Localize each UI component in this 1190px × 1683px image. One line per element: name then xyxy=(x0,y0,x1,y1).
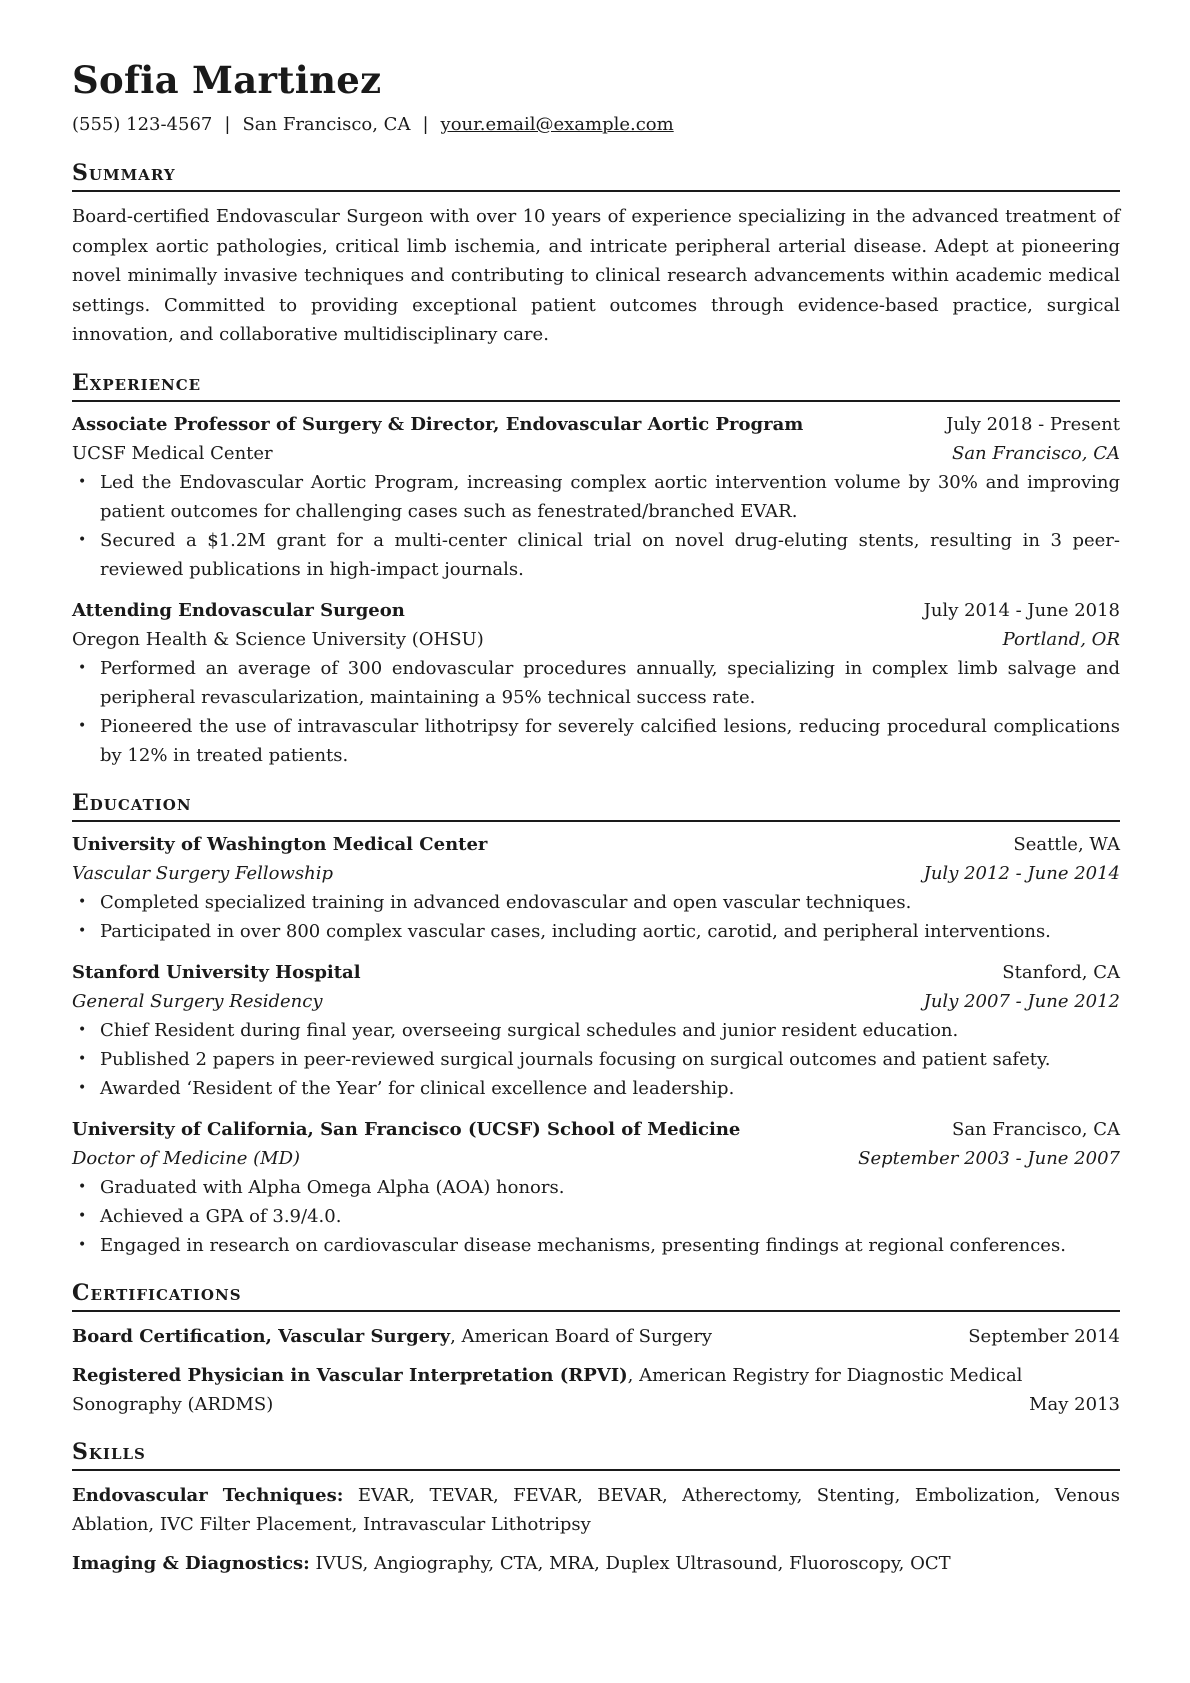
certification-entry xyxy=(72,1322,1120,1351)
contact-separator: | xyxy=(224,114,231,135)
contact-separator: | xyxy=(422,114,429,135)
education-entry xyxy=(72,958,1120,1103)
skill-category: Imaging & Diagnostics: xyxy=(72,1552,310,1574)
school-name: University of California, San Francisco (UCSF) School of Medicine xyxy=(72,1118,741,1140)
certification-date: May 2013 xyxy=(1029,1393,1120,1415)
job-title: Associate Professor of Surgery & Director, Endovascular Aortic Program xyxy=(72,413,804,435)
certification-date: September 2014 xyxy=(968,1325,1120,1347)
bullet-icon: • xyxy=(78,1207,87,1224)
program-dates: September 2003 - June 2007 xyxy=(858,1147,1120,1169)
certification-issuer: , American Registry for Diagnostic Medical xyxy=(627,1364,1023,1386)
list-item: • Completed specialized training in advanced endovascular and open vascular techniques. xyxy=(72,888,1120,917)
skill-list: IVUS, Angiography, CTA, MRA, Duplex Ultrasound, Fluoroscopy, OCT xyxy=(309,1552,951,1574)
section-title-education: Education xyxy=(72,788,1120,822)
bullet-icon: • xyxy=(78,1050,87,1067)
program-dates: July 2007 - June 2012 xyxy=(923,990,1120,1012)
program-dates: July 2012 - June 2014 xyxy=(923,862,1120,884)
school-name: Stanford University Hospital xyxy=(72,961,361,983)
program-name: General Surgery Residency xyxy=(72,990,323,1012)
employer: Oregon Health & Science University (OHSU) xyxy=(72,628,484,650)
bullet-icon: • xyxy=(78,531,87,548)
section-title-summary: Summary xyxy=(72,158,1120,192)
bullet-icon: • xyxy=(78,1079,87,1096)
summary-text: Board-certified Endovascular Surgeon with over 10 years of experience specializing in the advanced treatment of complex aortic pathologies, critical limb ischemia, and intricate peripheral arterial disease. Adept at pioneering novel minimally invasive techniques and contributing to clinical research advancements within academic medical settings. Committed to providing exceptional patient outcomes through evidence-based practice, surgical innovation, and collaborative multidisciplinary care. xyxy=(72,206,1120,345)
list-item: • Engaged in research on cardiovascular disease mechanisms, presenting findings at regional conferences. xyxy=(72,1231,1120,1260)
certification-name: Board Certification, Vascular Surgery xyxy=(72,1325,451,1347)
school-location: San Francisco, CA xyxy=(951,1118,1120,1140)
list-item: • Led the Endovascular Aortic Program, increasing complex aortic intervention volume by 30% and improving patient outcomes for challenging cases such as fenestrated/branched EVAR. xyxy=(72,468,1120,526)
employer: UCSF Medical Center xyxy=(72,442,273,464)
certification-issuer: , American Board of Surgery xyxy=(450,1325,713,1347)
skill-group xyxy=(72,1481,1120,1539)
section-title-certifications: Certifications xyxy=(72,1278,1120,1312)
job-title: Attending Endovascular Surgeon xyxy=(72,599,405,621)
education-entry xyxy=(72,1115,1120,1260)
bullet-icon: • xyxy=(78,1178,87,1195)
school-name: University of Washington Medical Center xyxy=(72,833,488,855)
list-item: • Performed an average of 300 endovascular procedures annually, specializing in complex limb salvage and peripheral revascularization, maintaining a 95% technical success rate. xyxy=(72,654,1120,712)
education-entry xyxy=(72,830,1120,946)
experience-entry xyxy=(72,410,1120,584)
experience-entry xyxy=(72,596,1120,770)
bullet-icon: • xyxy=(78,922,87,939)
certification-entry xyxy=(72,1361,1120,1419)
contact-line xyxy=(72,112,1120,138)
bullet-icon: • xyxy=(78,1236,87,1253)
list-item: • Secured a $1.2M grant for a multi-center clinical trial on novel drug-eluting stents, resulting in 3 peer-reviewed publications in high-impact journals. xyxy=(72,526,1120,584)
skill-list: EVAR, TEVAR, FEVAR, BEVAR, Atherectomy, Stenting, Embolization, Venous Ablation, IVC Filter Placement, Intravascular Lithotripsy xyxy=(72,1484,1121,1535)
section-title-skills: Skills xyxy=(72,1437,1120,1471)
certification-name: Registered Physician in Vascular Interpretation (RPVI) xyxy=(72,1364,628,1386)
school-location: Seattle, WA xyxy=(1013,833,1120,855)
program-name: Doctor of Medicine (MD) xyxy=(72,1147,301,1169)
resume-page xyxy=(72,56,1120,1578)
skill-category: Endovascular Techniques: xyxy=(72,1484,344,1506)
job-location: Portland, OR xyxy=(1002,628,1120,650)
location: San Francisco, CA xyxy=(242,114,411,135)
list-item: • Chief Resident during final year, overseeing surgical schedules and junior resident education. xyxy=(72,1016,1120,1045)
list-item: • Graduated with Alpha Omega Alpha (AOA) honors. xyxy=(72,1173,1120,1202)
job-dates: July 2014 - June 2018 xyxy=(923,599,1120,621)
skill-group xyxy=(72,1549,1120,1578)
phone-number: (555) 123-4567 xyxy=(72,114,213,135)
bullet-icon: • xyxy=(78,893,87,910)
certification-issuer-continued: Sonography (ARDMS) xyxy=(72,1393,274,1415)
job-location: San Francisco, CA xyxy=(951,442,1120,464)
job-dates: July 2018 - Present xyxy=(946,413,1120,435)
bullet-icon: • xyxy=(78,717,87,734)
bullet-icon: • xyxy=(78,659,87,676)
section-title-experience: Experience xyxy=(72,368,1120,402)
bullet-icon: • xyxy=(78,1021,87,1038)
list-item: • Participated in over 800 complex vascular cases, including aortic, carotid, and peripheral interventions. xyxy=(72,917,1120,946)
email-link[interactable]: your.email@example.com xyxy=(440,114,674,135)
candidate-name: Sofia Martinez xyxy=(72,58,382,102)
school-location: Stanford, CA xyxy=(1002,961,1120,983)
list-item: • Awarded ‘Resident of the Year’ for clinical excellence and leadership. xyxy=(72,1074,1120,1103)
list-item: • Published 2 papers in peer-reviewed surgical journals focusing on surgical outcomes and patient safety. xyxy=(72,1045,1120,1074)
list-item: • Achieved a GPA of 3.9/4.0. xyxy=(72,1202,1120,1231)
bullet-icon: • xyxy=(78,473,87,490)
program-name: Vascular Surgery Fellowship xyxy=(72,862,334,884)
list-item: • Pioneered the use of intravascular lithotripsy for severely calcified lesions, reducing procedural complications by 12% in treated patients. xyxy=(72,712,1120,770)
